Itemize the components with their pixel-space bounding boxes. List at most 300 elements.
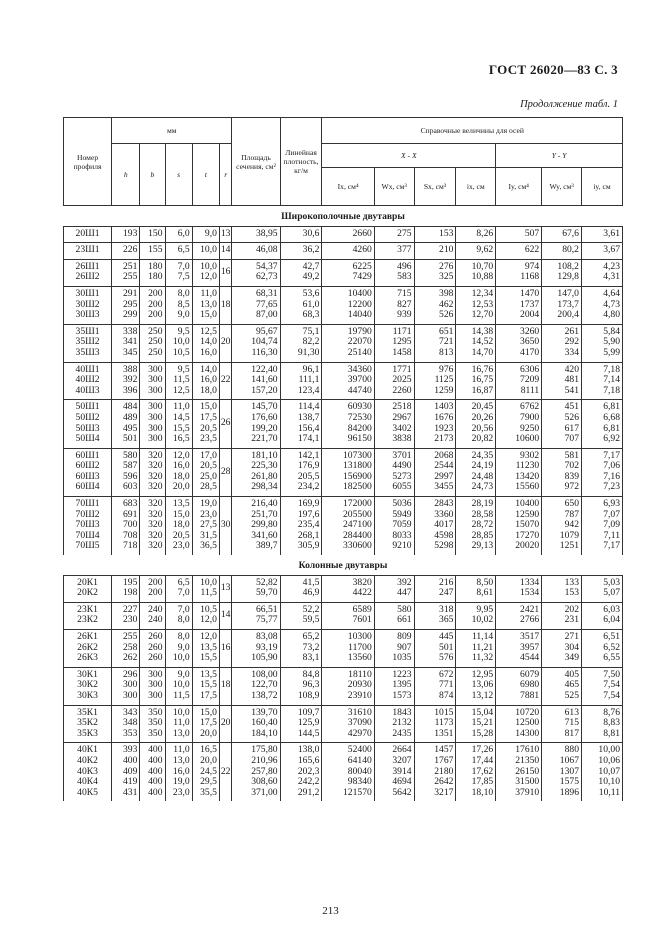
table-cell: 7,18 xyxy=(603,363,620,375)
cell-r: 13 xyxy=(219,575,232,602)
table-cell: 42970 xyxy=(347,727,372,739)
table-cell: 19,0 xyxy=(172,776,190,788)
cell-r: 18 xyxy=(219,286,232,324)
table-cell: 1458 xyxy=(392,346,412,358)
cell-value xyxy=(280,448,322,496)
table-cell: 4544 xyxy=(520,652,540,664)
cell-value xyxy=(165,243,192,260)
table-cell: 5,84 xyxy=(603,325,620,337)
table-cell: 250 xyxy=(148,346,163,358)
table-cell: 70Ш4 xyxy=(75,529,100,541)
table-cell: 28,19 xyxy=(471,498,494,510)
cell-value xyxy=(414,400,456,448)
table-cell: 234,2 xyxy=(297,481,320,493)
table-cell: 4598 xyxy=(434,529,454,541)
table-cell: 300 xyxy=(148,363,163,375)
table-cell: 247 xyxy=(439,587,454,599)
table-cell: 26Ш2 xyxy=(75,271,100,283)
table-cell: 23910 xyxy=(347,689,372,701)
table-cell: 35Ш3 xyxy=(75,346,100,358)
table-cell: 225,30 xyxy=(251,460,278,472)
cell-value xyxy=(165,743,192,801)
table-cell: 20Ш1 xyxy=(75,227,100,239)
table-cell: 3402 xyxy=(392,422,412,434)
table-cell: 827 xyxy=(397,298,412,310)
cell-value xyxy=(496,259,542,286)
table-cell: 7,50 xyxy=(603,668,620,680)
cell-value xyxy=(414,286,456,324)
table-cell: 17,44 xyxy=(471,754,494,766)
table-cell: 11,5 xyxy=(173,374,190,386)
document-header: ГОСТ 26020—83 С. 3 xyxy=(488,62,618,77)
table-cell: 13,5 xyxy=(200,668,217,680)
cell-value xyxy=(140,667,165,705)
cell-value xyxy=(581,630,622,668)
table-cell: 73,2 xyxy=(302,641,320,653)
table-cell: 84,8 xyxy=(302,668,320,680)
table-cell: 300 xyxy=(148,668,163,680)
cell-value xyxy=(232,743,280,801)
cell-profile-number xyxy=(64,259,112,286)
table-cell: 83,08 xyxy=(256,631,278,642)
table-cell: 4490 xyxy=(392,460,412,472)
table-cell: 28,58 xyxy=(471,508,494,520)
table-cell: 165,6 xyxy=(297,754,320,766)
table-cell: 12200 xyxy=(347,298,372,310)
cell-r: 30 xyxy=(219,497,232,555)
cell-value xyxy=(140,630,165,668)
cell-value xyxy=(140,705,165,743)
cell-r: 18 xyxy=(219,667,232,705)
cell-value xyxy=(280,286,322,324)
header-ix: ix, см xyxy=(456,168,496,206)
table-cell: 50Ш2 xyxy=(75,411,100,423)
table-cell: 17,5 xyxy=(200,689,217,701)
table-cell: 462 xyxy=(439,298,454,310)
table-cell: 108,2 xyxy=(557,260,579,272)
table-cell: 60Ш2 xyxy=(75,460,100,472)
cell-value xyxy=(496,667,542,705)
table-cell: 613 xyxy=(564,706,579,718)
cell-value xyxy=(581,575,622,602)
cell-value xyxy=(414,324,456,362)
table-cell: 525 xyxy=(564,689,579,701)
table-cell: 20930 xyxy=(347,679,372,691)
cell-value xyxy=(581,497,622,555)
table-cell: 21350 xyxy=(515,754,540,766)
table-cell: 262 xyxy=(123,652,138,664)
table-cell: 26150 xyxy=(515,765,540,777)
table-cell: 11,21 xyxy=(471,641,494,653)
table-cell: 4260 xyxy=(352,244,372,256)
table-cell: 122,40 xyxy=(251,363,278,375)
table-cell: 12,0 xyxy=(200,614,217,626)
table-cell: 14,5 xyxy=(172,411,190,423)
table-cell: 291 xyxy=(123,287,138,299)
table-cell: 7,17 xyxy=(603,540,620,552)
table-cell: 16,0 xyxy=(200,346,217,358)
table-cell: 12,5 xyxy=(200,325,217,337)
table-cell: 14,0 xyxy=(200,363,217,375)
table-cell: 1575 xyxy=(559,776,579,788)
cell-value xyxy=(112,497,140,555)
table-cell: 36,2 xyxy=(302,244,320,256)
table-cell: 10,5 xyxy=(172,346,190,358)
table-cell: 20020 xyxy=(515,540,540,552)
cell-value xyxy=(192,575,219,602)
table-cell: 6,5 xyxy=(177,576,190,588)
header-profile-number: Номер профиля xyxy=(64,118,112,206)
table-cell: 15,5 xyxy=(172,422,190,434)
cell-value xyxy=(322,667,374,705)
table-cell: 907 xyxy=(397,641,412,653)
table-row-group xyxy=(64,705,623,743)
table-cell: 4,64 xyxy=(603,287,620,299)
cell-value xyxy=(414,743,456,801)
cell-value xyxy=(496,400,542,448)
cell-value xyxy=(496,602,542,629)
table-cell: 400 xyxy=(148,765,163,777)
table-cell: 75,77 xyxy=(256,614,278,626)
table-cell: 12,5 xyxy=(172,384,190,396)
cell-value xyxy=(112,226,140,243)
cell-value xyxy=(112,448,140,496)
table-cell: 23К1 xyxy=(77,603,98,615)
cell-value xyxy=(192,324,219,362)
table-cell: 718 xyxy=(123,540,138,552)
table-cell: 2967 xyxy=(392,411,412,423)
header-Ix: Ix, см⁴ xyxy=(322,168,374,206)
table-cell: 8,0 xyxy=(177,631,190,642)
header-reference-values: Справочные величины для осей xyxy=(322,118,623,144)
table-cell: 271 xyxy=(564,631,579,642)
table-cell: 6589 xyxy=(352,603,372,615)
table-cell: 227 xyxy=(123,603,138,615)
table-cell: 5298 xyxy=(434,540,454,552)
table-cell: 5642 xyxy=(392,786,412,798)
table-cell: 6,51 xyxy=(603,631,620,642)
cell-value xyxy=(232,243,280,260)
table-cell: 12,0 xyxy=(200,271,217,283)
table-cell: 80040 xyxy=(347,765,372,777)
cell-value xyxy=(496,705,542,743)
table-cell: 580 xyxy=(123,449,138,461)
cell-value xyxy=(542,259,582,286)
table-row-group xyxy=(64,324,623,362)
table-cell: 17270 xyxy=(515,529,540,541)
table-cell: 12,95 xyxy=(471,668,494,680)
table-cell: 1251 xyxy=(559,540,579,552)
table-cell: 50Ш3 xyxy=(75,422,100,434)
cell-value xyxy=(581,667,622,705)
table-cell: 24,19 xyxy=(471,460,494,472)
cell-value xyxy=(280,324,322,362)
table-cell: 19,0 xyxy=(200,498,217,510)
table-cell: 16,5 xyxy=(172,433,190,445)
table-cell: 2997 xyxy=(434,470,454,482)
table-cell: 11,32 xyxy=(471,652,494,664)
table-cell: 1295 xyxy=(392,336,412,348)
table-cell: 70Ш2 xyxy=(75,508,100,520)
cell-value xyxy=(140,497,165,555)
table-cell: 6055 xyxy=(392,481,412,493)
cell-value xyxy=(496,324,542,362)
cell-profile-number xyxy=(64,324,112,362)
table-cell: 235,4 xyxy=(297,519,320,531)
table-cell: 257,80 xyxy=(251,765,278,777)
table-cell: 52,2 xyxy=(302,603,320,615)
table-cell: 30Ш3 xyxy=(75,309,100,321)
cell-r: 16 xyxy=(219,630,232,668)
cell-value xyxy=(581,362,622,400)
table-cell: 153 xyxy=(439,227,454,239)
table-cell: 23К2 xyxy=(77,614,98,626)
table-cell: 59,5 xyxy=(302,614,320,626)
cell-value xyxy=(112,400,140,448)
table-cell: 405 xyxy=(564,668,579,680)
table-cell: 35Ш1 xyxy=(75,325,100,337)
table-cell: 44740 xyxy=(347,384,372,396)
table-row-group xyxy=(64,630,623,668)
table-cell: 2004 xyxy=(520,309,540,321)
table-cell: 157,20 xyxy=(251,384,278,396)
cell-profile-number xyxy=(64,400,112,448)
table-cell: 251,70 xyxy=(251,508,278,520)
cell-value xyxy=(192,243,219,260)
table-cell: 3,61 xyxy=(603,227,620,239)
table-cell: 974 xyxy=(524,260,540,272)
table-cell: 1767 xyxy=(434,754,454,766)
table-cell: 839 xyxy=(564,470,579,482)
table-cell: 20,5 xyxy=(172,529,190,541)
table-cell: 31500 xyxy=(515,776,540,788)
table-cell: 15,04 xyxy=(471,706,494,718)
table-cell: 144,5 xyxy=(297,727,320,739)
table-cell: 29,13 xyxy=(471,540,494,552)
table-cell: 672 xyxy=(439,668,454,680)
cell-value xyxy=(374,324,414,362)
table-cell: 40К5 xyxy=(77,786,98,798)
table-cell: 39700 xyxy=(347,374,372,386)
cell-value xyxy=(322,259,374,286)
table-cell: 40К3 xyxy=(77,765,98,777)
table-cell: 451 xyxy=(564,401,579,413)
table-cell: 2260 xyxy=(392,384,412,396)
table-cell: 7,07 xyxy=(603,508,620,520)
table-cell: 721 xyxy=(439,336,454,348)
header-axis-x: X - X xyxy=(322,144,496,168)
table-body xyxy=(64,206,623,802)
table-cell: 341 xyxy=(123,336,138,348)
table-cell: 28,85 xyxy=(471,529,494,541)
table-cell: 17610 xyxy=(515,744,540,756)
table-cell: 7881 xyxy=(520,689,540,701)
table-cell: 35К1 xyxy=(77,706,98,718)
table-cell: 320 xyxy=(148,508,163,520)
table-cell: 2642 xyxy=(434,776,454,788)
table-cell: 389,7 xyxy=(256,540,278,552)
table-cell: 156,4 xyxy=(297,422,320,434)
table-cell: 9302 xyxy=(520,449,540,461)
table-cell: 82,2 xyxy=(302,336,320,348)
table-cell: 180 xyxy=(148,260,163,272)
table-cell: 5,03 xyxy=(603,576,620,588)
table-cell: 9,95 xyxy=(476,603,494,615)
cell-value xyxy=(165,324,192,362)
table-cell: 13,0 xyxy=(200,298,217,310)
table-cell: 60Ш3 xyxy=(75,470,100,482)
table-cell: 16,0 xyxy=(172,460,190,472)
cell-value xyxy=(374,400,414,448)
cell-value xyxy=(581,259,622,286)
table-cell: 2132 xyxy=(392,717,412,729)
table-cell: 419 xyxy=(123,776,138,788)
table-cell: 650 xyxy=(564,498,579,510)
cell-value xyxy=(165,259,192,286)
table-cell: 320 xyxy=(148,481,163,493)
table-cell: 4694 xyxy=(392,776,412,788)
table-cell: 1173 xyxy=(434,717,454,729)
header-Iy: Iy, см⁴ xyxy=(496,168,542,206)
cell-profile-number xyxy=(64,226,112,243)
table-cell: 9250 xyxy=(520,422,540,434)
cell-r: 22 xyxy=(219,743,232,801)
table-cell: 6,55 xyxy=(603,652,620,664)
cell-value xyxy=(232,602,280,629)
cell-value xyxy=(456,743,496,801)
table-cell: 8,83 xyxy=(603,717,620,729)
table-cell: 300 xyxy=(148,422,163,434)
cell-value xyxy=(140,243,165,260)
cell-value xyxy=(192,667,219,705)
table-cell: 338 xyxy=(123,325,138,337)
cell-value xyxy=(192,400,219,448)
cell-value xyxy=(322,448,374,496)
table-cell: 180 xyxy=(148,271,163,283)
table-cell: 10,0 xyxy=(200,260,217,272)
table-cell: 305,9 xyxy=(297,540,320,552)
cell-value xyxy=(192,497,219,555)
table-cell: 348 xyxy=(123,717,138,729)
table-row-group xyxy=(64,448,623,496)
table-cell: 3914 xyxy=(392,765,412,777)
table-cell: 4,80 xyxy=(603,309,620,321)
table-cell: 138,0 xyxy=(297,744,320,756)
table-cell: 6762 xyxy=(520,401,540,413)
cell-value xyxy=(456,448,496,496)
table-cell: 13,12 xyxy=(471,689,494,701)
table-cell: 169,9 xyxy=(297,498,320,510)
table-cell: 526 xyxy=(564,411,579,423)
table-cell: 308,60 xyxy=(251,776,278,788)
table-cell: 59,70 xyxy=(256,587,278,599)
table-cell: 40К4 xyxy=(77,776,98,788)
table-cell: 18,10 xyxy=(471,786,494,798)
table-cell: 939 xyxy=(397,309,412,321)
table-cell: 205500 xyxy=(343,508,372,520)
table-cell: 10,0 xyxy=(172,679,190,691)
table-row-group xyxy=(64,286,623,324)
table-cell: 6,04 xyxy=(603,614,620,626)
cell-value xyxy=(140,226,165,243)
table-cell: 30К3 xyxy=(77,689,98,701)
cell-value xyxy=(542,667,582,705)
table-cell: 147,0 xyxy=(557,287,579,299)
table-cell: 587 xyxy=(123,460,138,472)
table-cell: 296 xyxy=(123,668,138,680)
table-cell: 708 xyxy=(123,529,138,541)
table-cell: 95,67 xyxy=(256,325,278,337)
table-cell: 6,93 xyxy=(603,498,620,510)
cell-value xyxy=(192,602,219,629)
table-cell: 16,87 xyxy=(471,384,494,396)
table-cell: 145,70 xyxy=(251,401,278,413)
table-cell: 345 xyxy=(123,346,138,358)
table-cell: 343 xyxy=(123,706,138,718)
table-cell: 49,2 xyxy=(302,271,320,283)
table-cell: 11,5 xyxy=(200,587,217,599)
table-cell: 10,0 xyxy=(172,706,190,718)
table-cell: 320 xyxy=(148,460,163,472)
table-cell: 1470 xyxy=(520,287,540,299)
table-cell: 23,5 xyxy=(200,433,217,445)
table-row-group xyxy=(64,602,623,629)
table-cell: 251 xyxy=(123,260,138,272)
cell-value xyxy=(374,243,414,260)
cell-value xyxy=(456,602,496,629)
table-cell: 15,0 xyxy=(200,309,217,321)
table-cell: 2766 xyxy=(520,614,540,626)
table-cell: 400 xyxy=(123,754,138,766)
table-cell: 60930 xyxy=(347,401,372,413)
table-cell: 31610 xyxy=(347,706,372,718)
table-cell: 46,9 xyxy=(302,587,320,599)
table-cell: 16,75 xyxy=(471,374,494,386)
cell-value xyxy=(165,286,192,324)
table-cell: 1035 xyxy=(392,652,412,664)
cell-value xyxy=(232,286,280,324)
table-cell: 46,08 xyxy=(256,244,278,256)
section-title-row xyxy=(64,555,623,575)
cell-value xyxy=(581,243,622,260)
cell-value xyxy=(280,602,322,629)
table-cell: 16,0 xyxy=(200,374,217,386)
table-cell: 155 xyxy=(148,244,163,256)
table-cell: 1737 xyxy=(520,298,540,310)
table-cell: 40К1 xyxy=(77,744,98,756)
table-cell: 10,0 xyxy=(172,652,190,664)
cell-value xyxy=(496,575,542,602)
table-cell: 242,2 xyxy=(297,776,320,788)
table-cell: 53,6 xyxy=(302,287,320,299)
table-cell: 18,0 xyxy=(172,470,190,482)
table-cell: 10,00 xyxy=(598,744,620,756)
table-cell: 6306 xyxy=(520,363,540,375)
table-cell: 12,53 xyxy=(471,298,494,310)
table-cell: 771 xyxy=(439,679,454,691)
table-cell: 98340 xyxy=(347,776,372,788)
cell-value xyxy=(322,602,374,629)
cell-value xyxy=(140,362,165,400)
cell-value xyxy=(232,448,280,496)
table-cell: 445 xyxy=(439,631,454,642)
table-cell: 35К2 xyxy=(77,717,98,729)
table-cell: 15560 xyxy=(515,481,540,493)
cell-value xyxy=(456,286,496,324)
table-cell: 400 xyxy=(148,776,163,788)
table-cell: 7,5 xyxy=(177,271,190,283)
table-cell: 20,0 xyxy=(172,481,190,493)
